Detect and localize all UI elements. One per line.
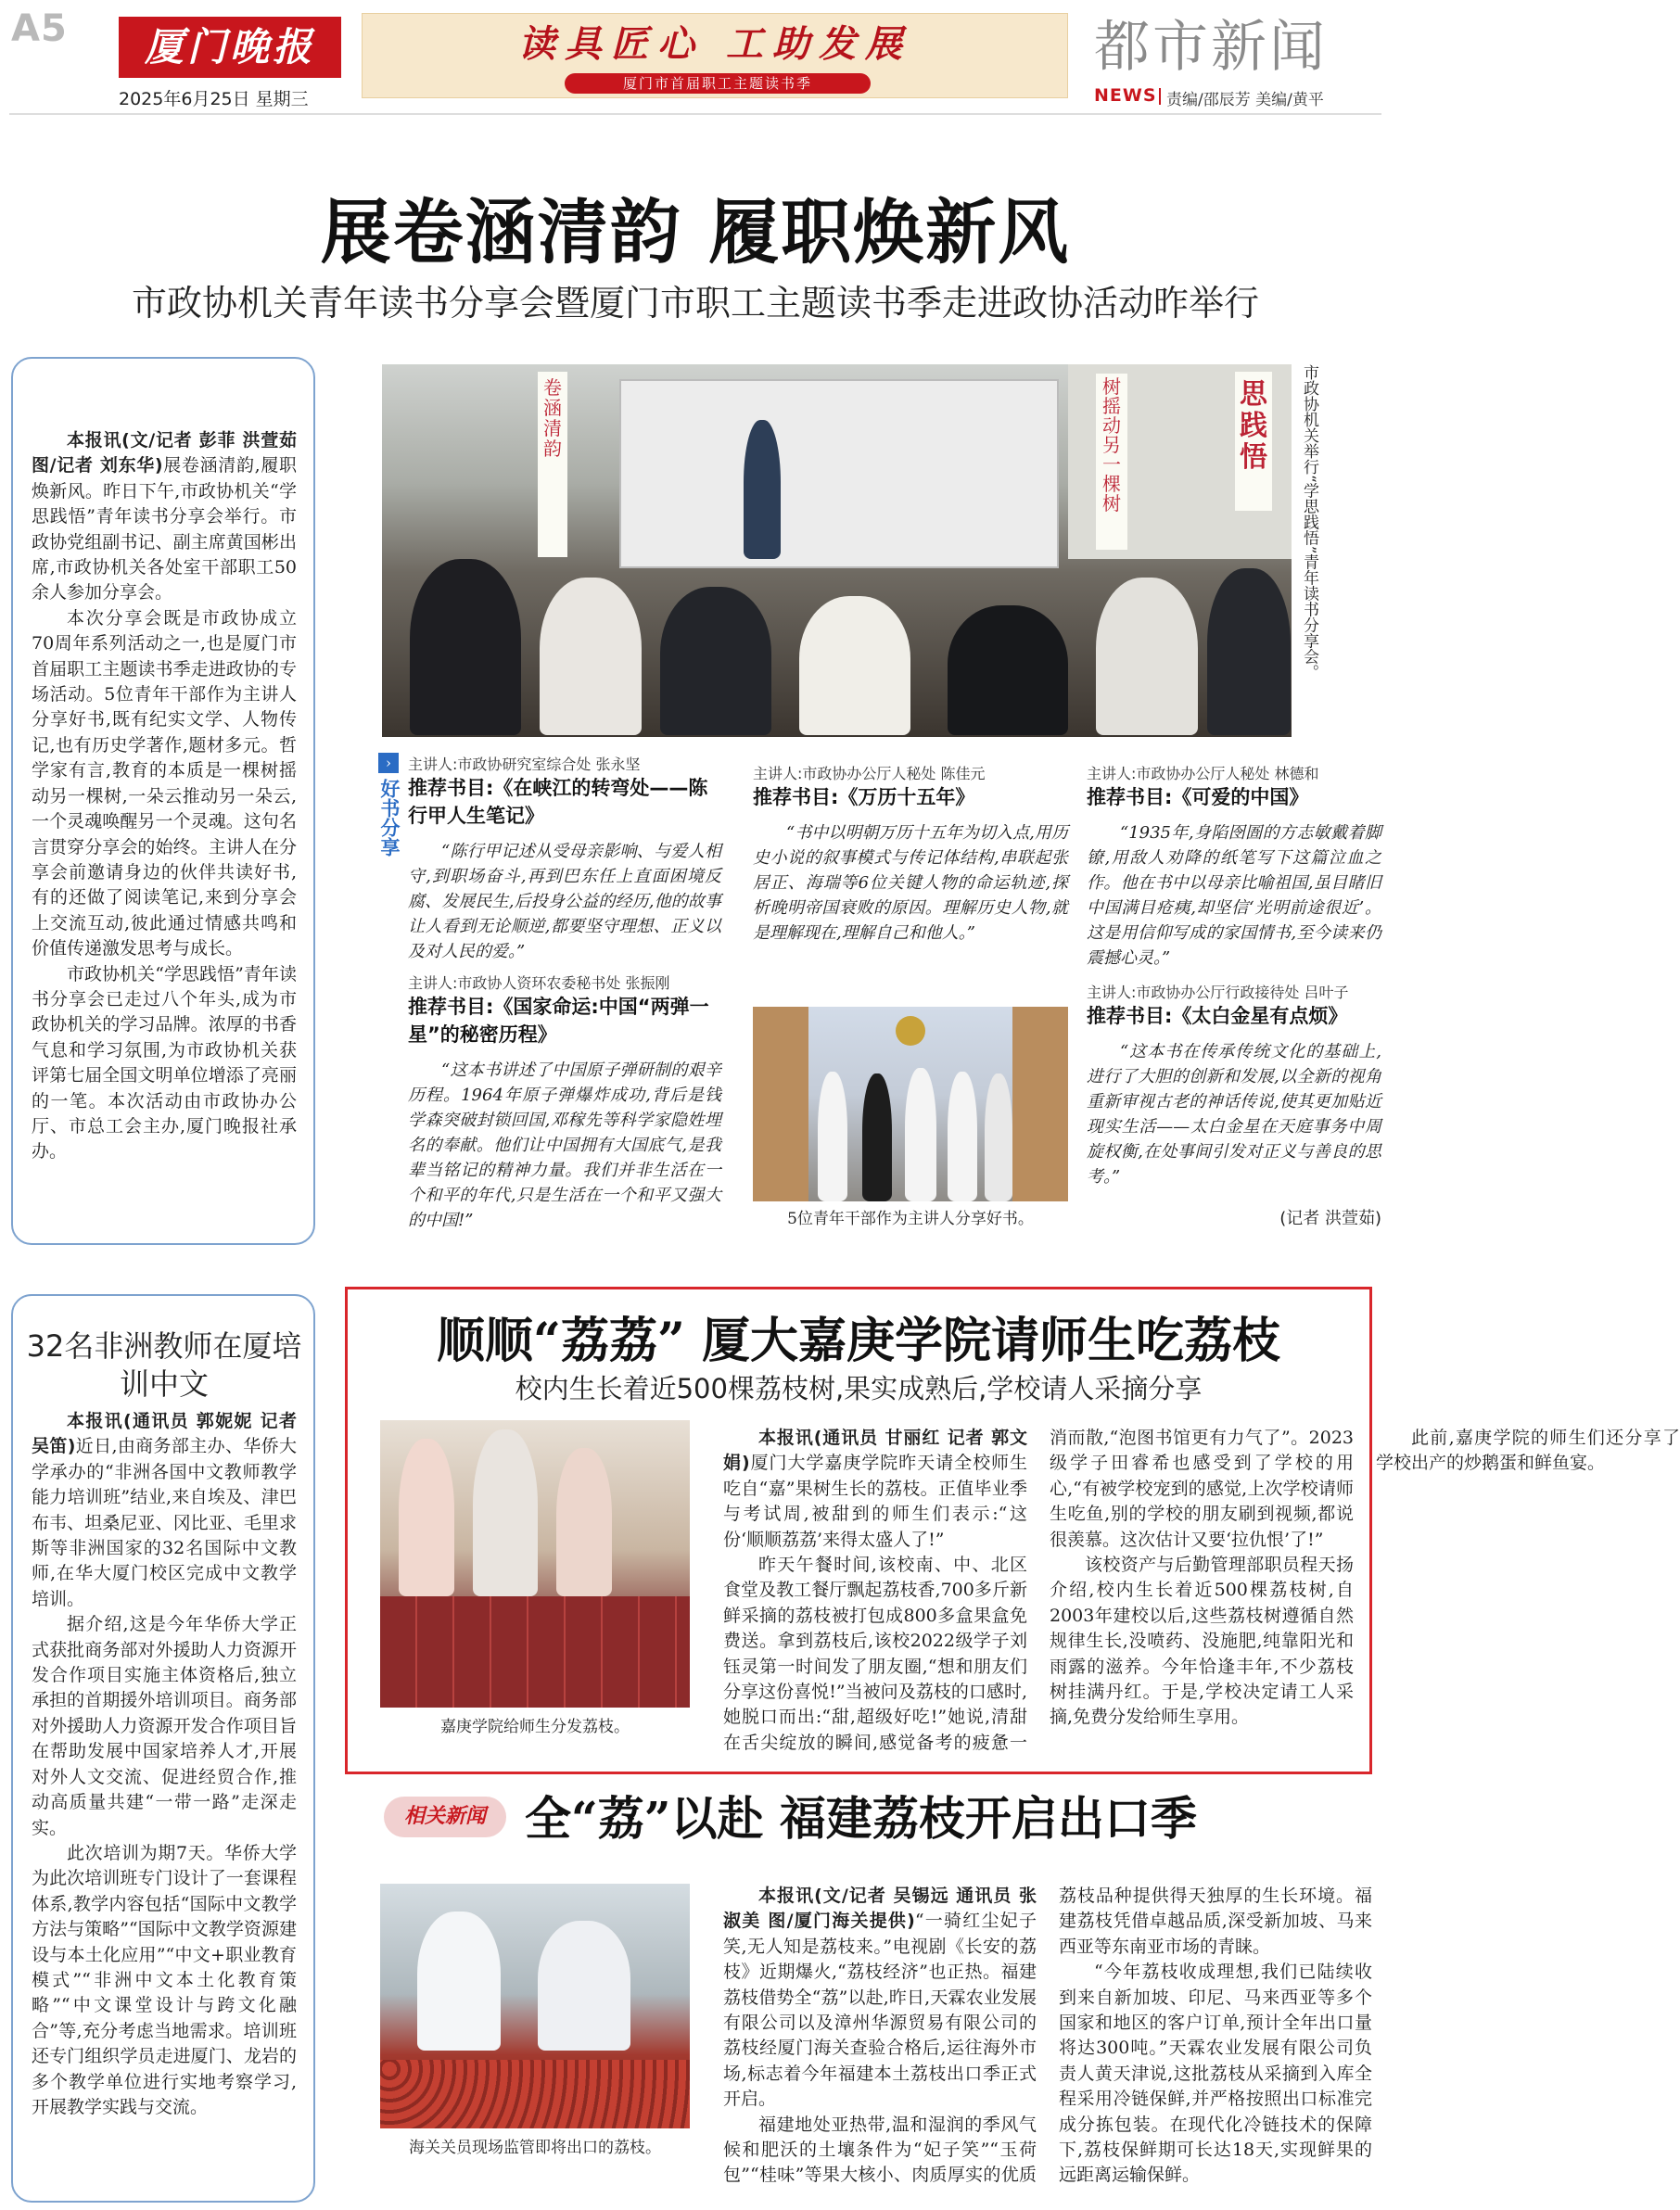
bookshelf (1012, 1007, 1068, 1201)
pick-book-title: 推荐书目:《太白金星有点烦》 (1087, 1005, 1348, 1027)
emblem-icon (896, 1016, 925, 1046)
pick-speaker: 主讲人:市政协人资环农委秘书处 张振刚 (408, 974, 670, 992)
pick-quote: “陈行甲记述从受母亲影响、与爱人相守,到职场奋斗,再到巴东任上直面困境反腐、发展民生,后投身公益的经历,他的故事让人看到无论顺逆,都要坚守理想、正义以及对人民的爱。” (408, 842, 721, 961)
customs-inspection-photo (380, 1884, 690, 2128)
export-paragraph-2: 福建地处亚热带,温和湿润的季风气候和肥沃的土壤条件为“妃子笑”“玉荷包”“桂味”等果大核小、肉质厚实的优质荔枝品种提供得天独厚的生长环境。福建荔枝凭借卓越品质,深受新加坡、马来西亚等东南亚市场的青睐。 (723, 1886, 1372, 2186)
pick-quote: “这本书讲述了中国原子弹研制的艰辛历程。1964年原子弹爆炸成功,背后是钱学森突破封锁回国,邓稼先等科学家隐姓埋名的奉献。他们让中国拥有大国底气,是我辈当铭记的精神力量。我们并非生活在一个和平的年代,只是生活在一个和平又强大的中国!” (408, 1061, 721, 1230)
speaker-figure (744, 420, 781, 559)
pick-book-title: 推荐书目:《可爱的中国》 (1087, 786, 1309, 808)
related-news-tag: 相关新闻 (384, 1797, 506, 1837)
export-headline: 全“荔”以赴 福建荔枝开启出口季 (525, 1791, 1197, 1846)
pick-quote: “书中以明朝万历十五年为切入点,用历史小说的叙事模式与传记体结构,串联起张居正、海瑞等6位关键人物的命运轨迹,探析晚明帝国衰败的原因。理解历史人物,就是理解现在,理解自己和他人。” (753, 823, 1068, 943)
lead-photo-caption: 市政协机关举行“学思践悟”青年读书分享会。 (1300, 364, 1318, 680)
pick-book-title: 推荐书目:《在峡江的转弯处——陈行甲人生笔记》 (408, 777, 708, 827)
speaker-figure (985, 1073, 1012, 1201)
speaker-figure (948, 1072, 977, 1201)
pick-book-title: 推荐书目:《万历十五年》 (753, 786, 975, 808)
africa-headline: 32名非洲教师在厦培训中文 (26, 1328, 302, 1402)
student-figure (399, 1439, 454, 1596)
lead-headline: 展卷涵清韵 履职焕新风 (320, 191, 1071, 273)
speaker-figure (905, 1068, 936, 1201)
africa-paragraph-1: 本报讯(通讯员 郭妮妮 记者 吴笛)近日,由商务部主办、华侨大学承办的“非洲各国中文教师教学能力培训班”结业,来自埃及、津巴布韦、坦桑尼亚、冈比亚、毛里求斯等非洲国家的32名国际中文教师,在华大厦门校区完成中文教学培训。 (32, 1411, 297, 1609)
lychee-subheadline: 校内生长着近500棵荔枝树,果实成熟后,学校请人采摘分享 (515, 1373, 1203, 1404)
book-pick-5 (1087, 981, 1381, 1189)
lychee-paragraph-1: 本报讯(通讯员 甘丽红 记者 郭文娟)厦门大学嘉庚学院昨天请全校师生吃自“嘉”果树生长的荔枝。正值毕业季与考试周,被甜到的师生们表示:“这份‘顺顺荔荔’来得太盛人了!” (723, 1428, 1027, 1550)
officer-figure (417, 1912, 501, 2051)
lead-signature: (记者 洪萱茹) (1279, 1209, 1381, 1228)
lychee-paragraph-2: 昨天午餐时间,该校南、中、北区食堂及教工餐厅飘起荔枝香,700多斤新鲜采摘的荔枝被打包成800多盒果盒免费送。拿到荔枝后,该校2022级学子刘钰灵第一时间发了朋友圈,“想和朋友们分享这份喜悦!”当被问及荔枝的口感时,她脱口而出:“甜,超级好吃!”她说,清甜在舌尖绽放的瞬间,感觉备考的疲惫一消而散,“泡图书馆更有力气了”。2023级学子田睿希也感受到了学校的用心,“有被学校宠到的感觉,上次学校请师生吃鱼,别的学校的朋友刷到视频,都说很羡慕。这次估计又要‘拉仇恨’了!” (723, 1428, 1354, 1753)
lead-paragraph-2: 本次分享会既是市政协成立70周年系列活动之一,也是厦门市首届职工主题读书季走进政协的专场活动。5位青年干部作为主讲人分享好书,既有纪实文学、人物传记,也有历史学著作,题材多元。哲学家有言,教育的本质是一棵树摇动另一棵树,一朵云推动另一朵云,一个灵魂唤醒另一个灵魂。这句名言贯穿分享会的始终。主讲人在分享会前邀请身边的伙伴共读好书,有的还做了阅读笔记,来到分享会上交流互动,彼此通过情感共鸣和价值传递激发思考与成长。 (32, 607, 297, 959)
export-byline: 本报讯(文/记者 吴锡远 通讯员 张淑美 图/厦门海关提供) (723, 1886, 1037, 1932)
audience-figure (1207, 568, 1291, 735)
student-figure (556, 1448, 612, 1596)
bookshelf (753, 1007, 808, 1201)
reading-session-photo (382, 364, 1292, 737)
pick-quote: “1935年,身陷囹圄的方志敏戴着脚镣,用敌人劝降的纸笔写下这篇泣血之作。他在书中以母亲比喻祖国,虽目睹旧中国满目疮痍,却坚信‘光明前途很近’。这是用信仰写成的家国情书,至今读来仍震撼心灵。” (1087, 823, 1381, 968)
speaker-figure (862, 1073, 892, 1201)
lychee-byline: 本报讯(通讯员 甘丽红 记者 郭文娟) (723, 1428, 1027, 1474)
africa-paragraph-3: 此次培训为期7天。华侨大学为此次培训班专门设计了一套课程体系,教学内容包括“国际中文教学方法与策略”“国际中文教学资源建设与本土化应用”“中文+职业教育模式”“非洲中文本土化教育策略”“中文课堂设计与跨文化融合”等,充分考虑当地需求。培训班还专门组织学员走进厦门、龙岩的多个教学单位进行实地考察学习,开展教学实践与交流。 (32, 1842, 297, 2117)
pick-speaker: 主讲人:市政协办公厅人秘处 陈佳元 (753, 765, 986, 782)
audience-figure (540, 578, 642, 735)
book-pick-4 (408, 972, 721, 1233)
lychee-paragraph-4: 此前,嘉庚学院的师生们还分享了学校出产的炒鹅蛋和鲜鱼宴。 (1376, 1428, 1680, 1474)
pick-speaker: 主讲人:市政协办公厅行政接待处 吕叶子 (1087, 984, 1349, 1001)
masthead-logo: 厦门晚报 (119, 17, 341, 78)
lychee-body (723, 1426, 1680, 1771)
book-pick-1 (408, 753, 721, 964)
editor-credits: 责编/邵辰芳 美编/黄平 (1166, 91, 1324, 109)
lead-paragraph-3: 市政协机关“学思践悟”青年读书分享会已走过八个年头,成为市政协机关的学习品牌。浓厚的书香气息和学习氛围,为市政协机关获评第七届全国文明单位增添了亮丽的一笔。本次活动由市政协办公厅、市总工会主办,厦门晚报社承办。 (32, 963, 297, 1162)
audience-figure (799, 596, 910, 735)
africa-byline: 本报讯(通讯员 郭妮妮 记者 吴笛) (32, 1411, 297, 1457)
audience-figure (1096, 578, 1198, 735)
audience-figure (410, 559, 521, 735)
lead-byline: 本报讯(文/记者 彭菲 洪萱茹 图/记者 刘东华) (32, 430, 297, 476)
news-label: NEWS (1094, 85, 1157, 106)
lead-subheadline: 市政协机关青年读书分享会暨厦门市职工主题读书季走进政协活动昨举行 (131, 283, 1259, 324)
projector-screen (621, 381, 1057, 566)
lead-paragraph-1: 本报讯(文/记者 彭菲 洪萱茹 图/记者 刘东华)展卷涵清韵,履职焕新风。昨日下午,市政协机关“学思践悟”青年读书分享会举行。市政协党组副书记、副主席黄国彬出席,市政协机关各处室干部职工50余人参加分享会。 (32, 430, 297, 603)
section-title: 都市新闻 (1094, 15, 1328, 80)
pick-book-title: 推荐书目:《国家命运:中国“两弹一星”的秘密历程》 (408, 996, 709, 1046)
audience-figure (948, 605, 1068, 735)
export-body (723, 1884, 1372, 2203)
chevron-right-icon: › (378, 753, 399, 773)
audience-figure (660, 587, 771, 735)
student-figure (473, 1429, 538, 1596)
page-number: A5 (11, 7, 68, 50)
issue-date: 2025年6月25日 星期三 (119, 89, 309, 109)
banner-subtitle: 厦门市首届职工主题读书季 (565, 73, 871, 94)
header-rule (9, 113, 1381, 115)
lychee-paragraph-3: 该校资产与后勤管理部职员程天扬介绍,校内生长着近500棵荔枝树,自2003年建校以后,这些荔枝树遵循自然规律生长,没喷药、没施肥,纯靠阳光和雨露的滋养。今年恰逢丰年,不少荔枝树挂满丹红。于是,学校决定请工人采摘,免费分发给师生享用。 (1050, 1555, 1354, 1728)
lychee-headline: 顺顺“荔荔” 厦大嘉庚学院请师生吃荔枝 (437, 1313, 1280, 1369)
pick-speaker: 主讲人:市政协研究室综合处 张永坚 (408, 756, 641, 773)
africa-body (32, 1409, 297, 2197)
africa-paragraph-2: 据介绍,这是今年华侨大学正式获批商务部对外援助人力资源开发合作项目实施主体资格后,独立承担的首期援外培训项目。商务部对外援助人力资源开发合作项目旨在帮助发展中国家培养人才,开展对外人文交流、促进经贸合作,推动高质量共建“一带一路”走深走实。 (32, 1614, 297, 1838)
lychee-pile (380, 2060, 690, 2128)
export-paragraph-3: “今年荔枝收成理想,我们已陆续收到来自新加坡、印尼、马来西亚等多个国家和地区的客户订单,预计全年出口量将达300吨。”天霖农业发展有限公司负责人黄天津说,这批荔枝从采摘到入库全程采用冷链保鲜,并严格按照出口标准完成分拣包装。在现代化冷链技术的保障下,荔枝保鲜期可长达18天,实现鲜果的远距离运输保鲜。 (1059, 1962, 1372, 2186)
speakers-group-photo (753, 1007, 1068, 1201)
export-photo-caption: 海关关员现场监管即将出口的荔枝。 (409, 2139, 661, 2157)
reading-season-banner (362, 13, 1068, 98)
good-book-label: 好书分享 (378, 779, 401, 857)
book-pick-3 (1087, 762, 1381, 971)
header-divider (1159, 88, 1161, 105)
officer-figure (538, 1921, 630, 2051)
book-pick-2 (753, 762, 1068, 946)
hanging-banner-1: 卷涵清韵 (538, 372, 567, 557)
pick-speaker: 主讲人:市政协办公厅人秘处 林德和 (1087, 765, 1319, 782)
export-paragraph-1: 本报讯(文/记者 吴锡远 通讯员 张淑美 图/厦门海关提供)“一骑红尘妃子笑,无人知是荔枝来。”电视剧《长安的荔枝》近期爆火,“荔枝经济”也正热。福建荔枝借势全“荔”以赴,昨日,天霖农业发展有限公司以及漳州华源贸易有限公司的荔枝经厦门海关查验合格后,运往海外市场,标志着今年福建本土荔枝出口季正式开启。 (723, 1886, 1037, 2110)
speaker-figure (818, 1072, 847, 1201)
lychee-distribution-photo (380, 1420, 690, 1708)
speakers-photo-caption: 5位青年干部作为主讲人分享好书。 (787, 1210, 1034, 1228)
banner-title: 读具匠心 工助发展 (518, 22, 911, 66)
pick-quote: “这本书在传承传统文化的基础上,进行了大胆的创新和发展,以全新的视角重新审视古老的神话传说,使其更加贴近现实生活——太白金星在天庭事务中周旋权衡,在处事间引发对正义与善良的思考。” (1087, 1042, 1381, 1187)
lead-body (32, 428, 297, 1235)
lychee-photo-caption: 嘉庚学院给师生分发荔枝。 (440, 1718, 630, 1736)
hanging-banner-2: 树摇动另一棵树 (1096, 374, 1127, 550)
lychee-boxes (380, 1596, 690, 1708)
hanging-banner-3: 思践悟 (1235, 372, 1272, 511)
